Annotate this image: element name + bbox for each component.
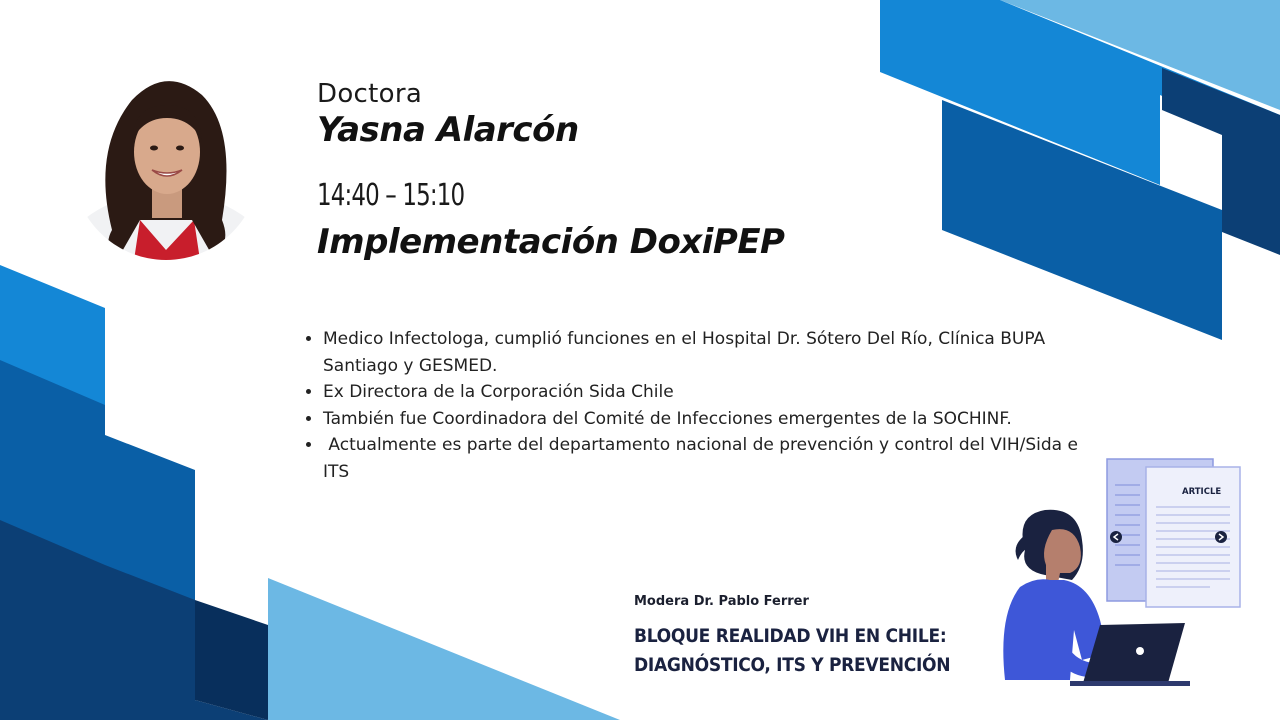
- arrow-right-icon: [1215, 531, 1227, 543]
- bio-item: • Actualmente es parte del departamento nacional de prevención y control del VIH/Sida e ITS: [323, 432, 1083, 485]
- block-title: [634, 622, 950, 680]
- bio-item: • También fue Coordinadora del Comité de Infecciones emergentes de la SOCHINF.: [323, 406, 1083, 433]
- bio-item: • Ex Directora de la Corporación Sida Chile: [323, 379, 1083, 406]
- bio-item: • Medico Infectologa, cumplió funciones en el Hospital Dr. Sótero Del Río, Clínica BUPA Santiago y GESMED.: [323, 326, 1083, 379]
- moderator-label: Modera Dr. Pablo Ferrer: [634, 594, 809, 609]
- session-time: 14:40 – 15:10: [317, 178, 465, 213]
- session-title: Implementación DoxiPEP: [317, 222, 785, 262]
- shape-left-deep: [195, 600, 268, 720]
- shape-bottom-light: [268, 578, 620, 720]
- block-title-line-1: BLOQUE REALIDAD VIH EN CHILE:: [634, 625, 947, 647]
- article-label: ARTICLE: [1182, 487, 1222, 497]
- article-illustration: [990, 455, 1250, 690]
- block-title-line-2: DIAGNÓSTICO, ITS Y PREVENCIÓN: [634, 654, 951, 676]
- speaker-bio-list: [303, 326, 1083, 485]
- arrow-left-icon: [1110, 531, 1122, 543]
- speaker-photo: [72, 70, 260, 260]
- speaker-name: Yasna Alarcón: [317, 110, 579, 150]
- speaker-role: Doctora: [317, 79, 423, 109]
